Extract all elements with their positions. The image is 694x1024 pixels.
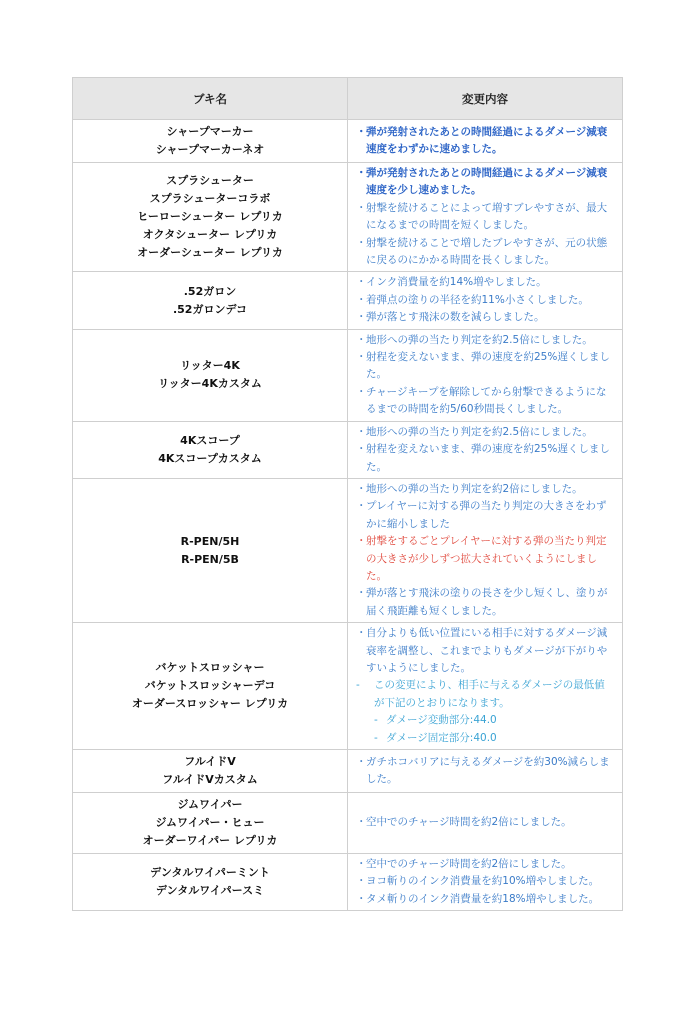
change-text: 射撃をするごとプレイヤーに対する弾の当たり判定の大きさが少しずつ拡大されていくようにしました。 bbox=[366, 535, 607, 582]
weapon-names-cell bbox=[73, 623, 348, 750]
weapon-name: ヒーローシューター レプリカ bbox=[137, 210, 283, 224]
change-item bbox=[356, 814, 614, 831]
change-item bbox=[356, 124, 614, 159]
weapon-name: オーダーシューター レプリカ bbox=[137, 246, 283, 260]
change-text: 空中でのチャージ時間を約2倍にしました。 bbox=[366, 858, 572, 870]
weapon-name: フルイドV bbox=[184, 755, 236, 768]
bullet-marker: ・ bbox=[356, 125, 367, 138]
change-item bbox=[356, 384, 614, 419]
bullet-marker: - bbox=[374, 714, 378, 727]
change-item bbox=[356, 712, 614, 729]
table-row bbox=[73, 793, 623, 854]
change-text: プレイヤーに対する弾の当たり判定の大きさをわずかに縮小しました bbox=[366, 500, 607, 530]
weapon-names-cell bbox=[73, 750, 348, 793]
weapon-name: シャープマーカー bbox=[166, 125, 254, 138]
change-item bbox=[356, 730, 614, 747]
bullet-marker: ・ bbox=[356, 627, 367, 640]
weapon-name: バケットスロッシャーデコ bbox=[144, 679, 276, 693]
weapon-names-cell bbox=[73, 120, 348, 163]
weapon-name: スプラシューターコラボ bbox=[149, 192, 271, 206]
weapon-name: .52ガロンデコ bbox=[172, 302, 248, 316]
table-row bbox=[73, 750, 623, 793]
weapon-names-cell bbox=[73, 272, 348, 329]
table-row bbox=[73, 163, 623, 272]
change-text: 自分よりも低い位置にいる相手に対するダメージ減衰率を調整し、これまでよりもダメージが下がりやすいようにしました。 bbox=[366, 627, 608, 674]
bullet-marker: ・ bbox=[356, 858, 367, 870]
change-item bbox=[356, 309, 614, 326]
change-item bbox=[356, 625, 614, 677]
change-item bbox=[356, 873, 614, 890]
change-item bbox=[356, 533, 614, 585]
change-text: ダメージ変動部分:44.0 bbox=[386, 714, 497, 727]
change-text: 弾が落とす飛沫の塗りの長さを少し短くし、塗りが届く飛距離も短くしました。 bbox=[366, 587, 608, 617]
change-text: 弾が発射されたあとの時間経過によるダメージ減衰速度をわずかに速めました。 bbox=[366, 125, 608, 155]
bullet-marker: ・ bbox=[356, 167, 367, 179]
bullet-marker: - bbox=[356, 679, 360, 692]
bullet-marker: ・ bbox=[356, 875, 367, 888]
weapon-name: フルイドVカスタム bbox=[162, 773, 258, 786]
bullet-marker: ・ bbox=[356, 276, 367, 289]
change-text: ガチホコバリアに与えるダメージを約30%減らしました。 bbox=[366, 755, 610, 785]
bullet-marker: ・ bbox=[356, 535, 367, 548]
weapon-name: オーダースロッシャー レプリカ bbox=[131, 697, 289, 711]
header-weapon-name: ブキ名 bbox=[73, 78, 348, 120]
weapon-names-cell bbox=[73, 793, 348, 854]
change-item bbox=[356, 441, 614, 476]
weapon-name: ジムワイパー・ヒュー bbox=[155, 816, 265, 829]
weapon-name: .52ガロン bbox=[183, 284, 237, 298]
table-row bbox=[73, 854, 623, 911]
change-text: 地形への弾の当たり判定を約2.5倍にしました。 bbox=[366, 333, 593, 346]
header-change-details: 変更内容 bbox=[348, 78, 623, 120]
bullet-marker: ・ bbox=[356, 425, 367, 438]
weapon-names-cell bbox=[73, 329, 348, 421]
change-text: 空中でのチャージ時間を約2倍にしました。 bbox=[366, 816, 572, 829]
change-item bbox=[356, 332, 614, 349]
change-item bbox=[356, 165, 614, 200]
table-row bbox=[73, 421, 623, 478]
change-text: ダメージ固定部分:40.0 bbox=[386, 731, 497, 744]
change-text: 射撃を続けることで増したブレやすさが、元の状態に戻るのにかかる時間を長くしました。 bbox=[366, 236, 608, 267]
change-item bbox=[356, 424, 614, 441]
table-body bbox=[73, 120, 623, 911]
bullet-marker: ・ bbox=[356, 587, 367, 600]
change-item bbox=[356, 481, 614, 498]
weapon-name: リッター4K bbox=[180, 359, 240, 373]
change-text: インク消費量を約14%増やしました。 bbox=[366, 276, 547, 289]
bullet-marker: ・ bbox=[356, 500, 367, 513]
change-item bbox=[356, 274, 614, 291]
table-row bbox=[73, 120, 623, 163]
weapon-name: オーダーワイパー レプリカ bbox=[142, 834, 278, 847]
change-item bbox=[356, 677, 614, 712]
bullet-marker: ・ bbox=[356, 755, 367, 768]
weapon-name: デンタルワイパースミ bbox=[155, 884, 265, 898]
change-text: チャージキープを解除してから射撃できるようになるまでの時間を約5/60秒間長くしました。 bbox=[366, 385, 607, 416]
bullet-marker: ・ bbox=[356, 482, 367, 495]
change-item bbox=[356, 349, 614, 384]
bullet-marker: ・ bbox=[356, 816, 367, 829]
weapon-name: 4Kスコープ bbox=[180, 433, 240, 447]
change-details-cell bbox=[348, 623, 623, 750]
change-item bbox=[356, 891, 614, 908]
weapon-name: ジムワイパー bbox=[177, 798, 243, 811]
change-item bbox=[356, 856, 614, 873]
weapon-name: R-PEN/5B bbox=[181, 552, 239, 566]
change-text: 射撃を続けることによって増すブレやすさが、最大になるまでの時間を短くしました。 bbox=[366, 201, 608, 232]
table-row bbox=[73, 623, 623, 750]
change-details-cell bbox=[348, 272, 623, 329]
change-item bbox=[356, 585, 614, 620]
change-text: この変更により、相手に与えるダメージの最低値が下記のとおりになります。 bbox=[374, 679, 605, 709]
change-details-cell bbox=[348, 854, 623, 911]
change-text: タメ斬りのインク消費量を約18%増やしました。 bbox=[366, 892, 600, 905]
change-text: 弾が発射されたあとの時間経過によるダメージ減衰速度を少し速めました。 bbox=[366, 167, 608, 197]
change-item bbox=[356, 292, 614, 309]
weapon-names-cell bbox=[73, 854, 348, 911]
weapon-name: 4Kスコープカスタム bbox=[158, 451, 262, 465]
weapon-names-cell bbox=[73, 478, 348, 622]
change-text: 着弾点の塗りの半径を約11%小さくしました。 bbox=[366, 293, 589, 306]
table-row bbox=[73, 272, 623, 329]
bullet-marker: ・ bbox=[356, 443, 367, 456]
table-row bbox=[73, 329, 623, 421]
table-row bbox=[73, 478, 623, 622]
change-text: 弾が落とす飛沫の数を減らしました。 bbox=[366, 311, 545, 324]
bullet-marker: ・ bbox=[356, 201, 367, 214]
change-text: 射程を変えないまま、弾の速度を約25%遅くしました。 bbox=[366, 443, 610, 473]
weapon-name: R-PEN/5H bbox=[180, 534, 240, 548]
bullet-marker: ・ bbox=[356, 333, 367, 346]
weapon-name: リッター4Kカスタム bbox=[158, 377, 262, 391]
change-item bbox=[356, 200, 614, 235]
bullet-marker: - bbox=[374, 731, 378, 744]
bullet-marker: ・ bbox=[356, 311, 367, 324]
bullet-marker: ・ bbox=[356, 892, 367, 905]
change-item bbox=[356, 754, 614, 789]
weapon-names-cell bbox=[73, 421, 348, 478]
bullet-marker: ・ bbox=[356, 293, 367, 306]
table-header bbox=[73, 78, 623, 120]
change-details-cell bbox=[348, 793, 623, 854]
bullet-marker: ・ bbox=[356, 236, 367, 249]
weapon-name: スプラシューター bbox=[166, 174, 254, 188]
change-item bbox=[356, 498, 614, 533]
weapon-name: シャープマーカーネオ bbox=[155, 143, 265, 156]
weapon-name: バケットスロッシャー bbox=[155, 661, 265, 675]
change-details-cell bbox=[348, 120, 623, 163]
weapon-name: デンタルワイパーミント bbox=[150, 866, 270, 880]
header-row bbox=[73, 78, 623, 120]
change-details-cell bbox=[348, 750, 623, 793]
change-details-cell bbox=[348, 478, 623, 622]
change-text: ヨコ斬りのインク消費量を約10%増やしました。 bbox=[366, 875, 600, 888]
weapon-names-cell bbox=[73, 163, 348, 272]
change-details-cell bbox=[348, 421, 623, 478]
change-text: 地形への弾の当たり判定を約2倍にしました。 bbox=[366, 482, 583, 495]
weapon-changes-table bbox=[72, 77, 623, 911]
change-text: 射程を変えないまま、弾の速度を約25%遅くしました。 bbox=[366, 351, 610, 381]
change-details-cell bbox=[348, 329, 623, 421]
change-text: 地形への弾の当たり判定を約2.5倍にしました。 bbox=[366, 425, 593, 438]
bullet-marker: ・ bbox=[356, 351, 367, 364]
bullet-marker: ・ bbox=[356, 385, 367, 398]
change-details-cell bbox=[348, 163, 623, 272]
weapon-name: オクタシューター レプリカ bbox=[142, 228, 278, 242]
change-item bbox=[356, 235, 614, 270]
